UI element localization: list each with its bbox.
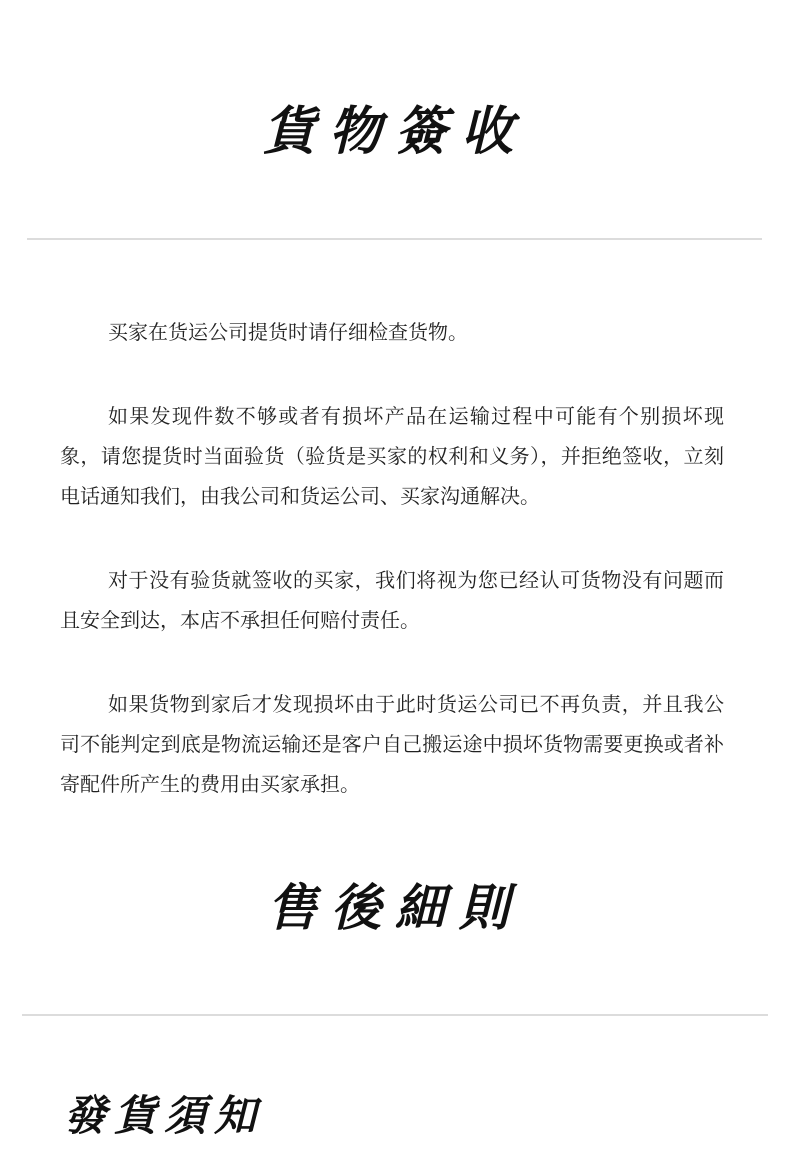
shipping-notice-title: 發貨須知 — [64, 1091, 265, 1140]
paragraph-home-damage: 如果货物到家后才发现损坏由于此时货运公司已不再负责，并且我公司不能判定到底是物流运输还是客户自己搬运途中损坏货物需要更换或者补寄配件所产生的费用由买家承担。 — [60, 692, 724, 796]
paragraph-damage-handling: 如果发现件数不够或者有损坏产品在运输过程中可能有个别损坏现象，请您提货时当面验货（验货是买家的权利和义务），并拒绝签收，立刻电话通知我们，由我公司和货运公司、买家沟通解决。 — [60, 404, 724, 508]
section-divider — [22, 1014, 768, 1016]
goods-receipt-title: 貨物簽收 — [262, 101, 527, 162]
after-sales-title: 售後細則 — [267, 878, 523, 937]
paragraph-no-inspection: 对于没有验货就签收的买家，我们将视为您已经认可货物没有问题而且安全到达，本店不承担任何赔付责任。 — [60, 568, 724, 632]
section-divider — [27, 238, 762, 240]
paragraph-inspect-goods: 买家在货运公司提货时请仔细检查货物。 — [108, 320, 468, 344]
goods-receipt-body — [60, 312, 724, 848]
